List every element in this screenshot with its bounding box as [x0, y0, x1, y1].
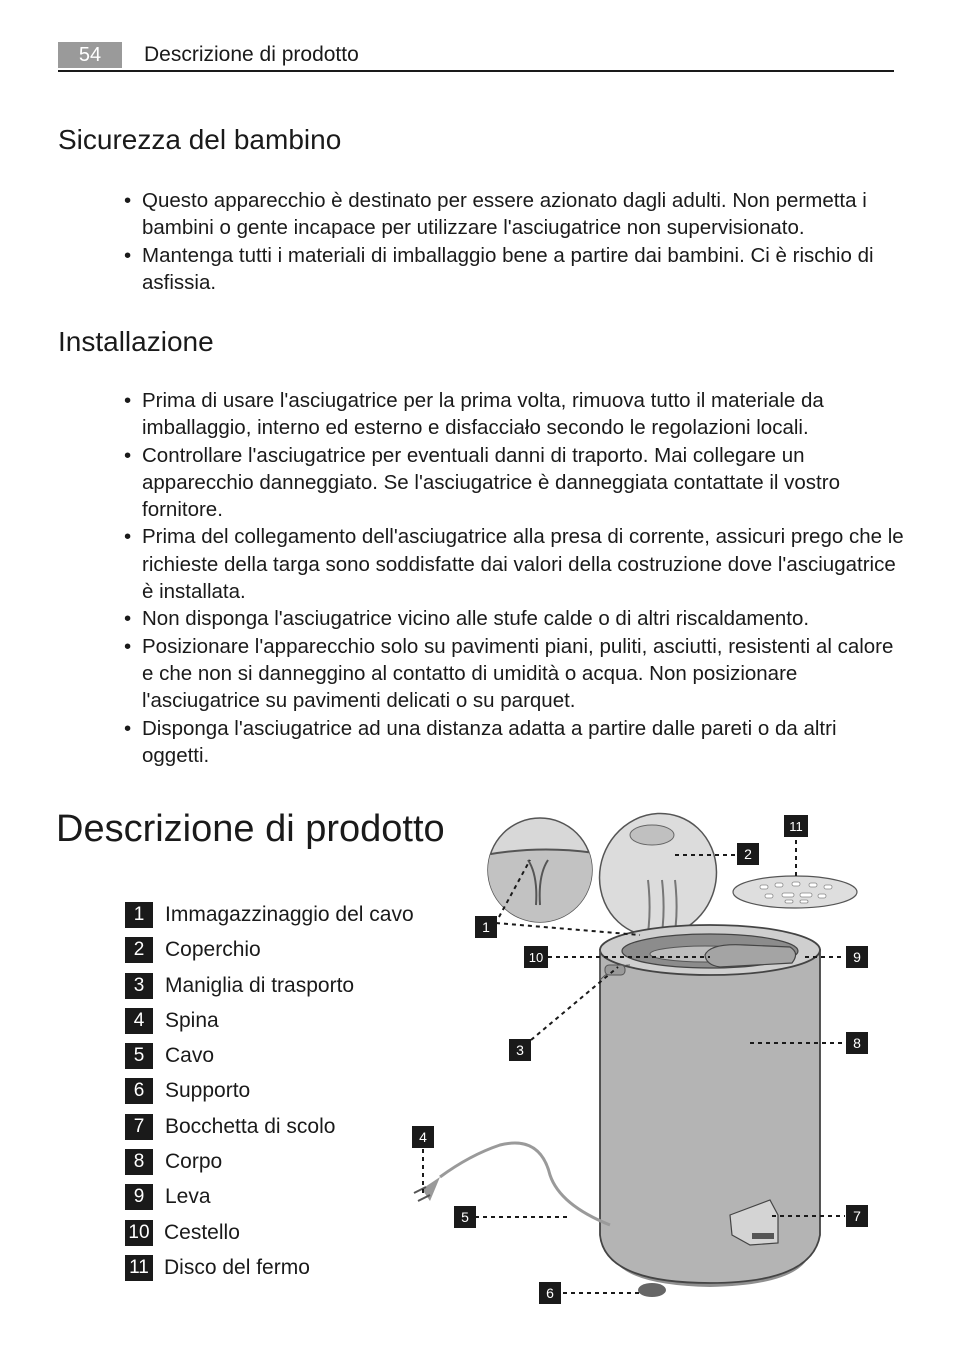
svg-text:4: 4	[419, 1129, 427, 1145]
callout-11	[784, 815, 808, 837]
list-item: • Mantenga tutti i materiali di imballaggio bene a partire dai bambini. Ci è rischio di asfissia.	[124, 242, 904, 297]
part-number-badge: 2	[125, 937, 153, 963]
part-number-badge: 6	[125, 1078, 153, 1104]
part-label: Cestello	[164, 1220, 240, 1244]
part-label: Corpo	[165, 1150, 223, 1174]
part-label: Supporto	[165, 1079, 251, 1103]
list-item: • Posizionare l'apparecchio solo su pavimenti piani, puliti, asciutti, resistenti al calore e che non si danneggino al contatto di umidità o acqua. Non posizionare l'asciugatrice su pavimenti delicati o su parquet.	[124, 633, 904, 715]
part-number-badge: 8	[125, 1149, 153, 1175]
section-title-child-safety: Sicurezza del bambino	[58, 124, 342, 155]
part-label: Disco del fermo	[164, 1255, 310, 1279]
list-item: • Disponga l'asciugatrice ad una distanza adatta a partire dalle pareti o da altri oggetti.	[124, 715, 904, 770]
part-number-badge: 10	[125, 1220, 153, 1246]
part-number-badge: 4	[125, 1008, 153, 1034]
list-item: • Non disponga l'asciugatrice vicino alle stufe calde o di altri riscaldamento.	[124, 605, 904, 632]
child-safety-list	[124, 187, 904, 296]
part-label: Maniglia di trasporto	[165, 973, 355, 997]
part-number-badge: 11	[125, 1255, 153, 1281]
callout-5	[454, 1206, 476, 1228]
page-number: 54	[58, 42, 122, 68]
installation-list	[124, 387, 904, 769]
svg-text:3: 3	[516, 1042, 524, 1058]
svg-text:5: 5	[461, 1209, 469, 1225]
spin-dryer-diagram	[400, 805, 870, 1315]
callout-8	[846, 1032, 868, 1054]
callout-2	[737, 843, 759, 865]
part-label: Immagazzinaggio del cavo	[165, 903, 414, 926]
part-number-badge: 7	[125, 1114, 153, 1140]
callout-6	[539, 1282, 561, 1304]
callout-1	[475, 916, 497, 938]
callout-4	[412, 1126, 434, 1148]
part-label: Coperchio	[165, 938, 261, 962]
list-item: • Prima del collegamento dell'asciugatrice alla presa di corrente, assicuri prego che le richieste della targa sono soddisfatte dai valori della costruzione dove l'asciugatrice è installata.	[124, 523, 904, 605]
section-title-installation: Installazione	[58, 326, 214, 357]
page-header	[58, 40, 894, 72]
svg-text:9: 9	[853, 949, 861, 965]
callout-9	[846, 946, 868, 968]
part-number-badge: 9	[125, 1184, 153, 1210]
part-label: Cavo	[165, 1044, 215, 1068]
part-label: Spina	[165, 1008, 219, 1032]
part-number-badge: 1	[125, 902, 153, 928]
svg-text:8: 8	[853, 1035, 861, 1051]
list-item: • Prima di usare l'asciugatrice per la prima volta, rimuova tutto il materiale da imballaggio, interno ed esterno e disfacciało secondo le regolazioni locali.	[124, 387, 904, 442]
product-description-title: Descrizione di prodotto	[56, 808, 445, 850]
svg-text:11: 11	[789, 819, 803, 834]
list-item: • Controllare l'asciugatrice per eventuali danni di traporto. Mai collegare un apparecchio danneggiato. Se l'asciugatrice è danneggiata contattate il vostro fornitore.	[124, 442, 904, 524]
svg-text:2: 2	[744, 846, 752, 862]
dryer-body-illustration	[600, 925, 820, 1297]
callout-10	[524, 946, 548, 968]
part-label: Bocchetta di scolo	[165, 1114, 336, 1138]
list-item: • Questo apparecchio è destinato per essere azionato dagli adulti. Non permetta i bambini o gente incapace per utilizzare l'asciugatrice non supervisionato.	[124, 187, 904, 242]
part-number-badge: 5	[125, 1043, 153, 1069]
locking-disc-illustration	[733, 876, 857, 908]
callout-7	[846, 1205, 868, 1227]
svg-text:6: 6	[546, 1285, 554, 1301]
part-label: Leva	[165, 1185, 211, 1209]
power-cable-illustration	[414, 1143, 610, 1225]
running-header-title: Descrizione di prodotto	[144, 43, 359, 66]
part-number-badge: 3	[125, 973, 153, 999]
callout-3	[509, 1039, 531, 1061]
svg-text:10: 10	[528, 950, 544, 965]
svg-text:1: 1	[482, 919, 490, 935]
svg-text:7: 7	[853, 1208, 861, 1224]
cable-storage-detail-view	[485, 818, 595, 925]
